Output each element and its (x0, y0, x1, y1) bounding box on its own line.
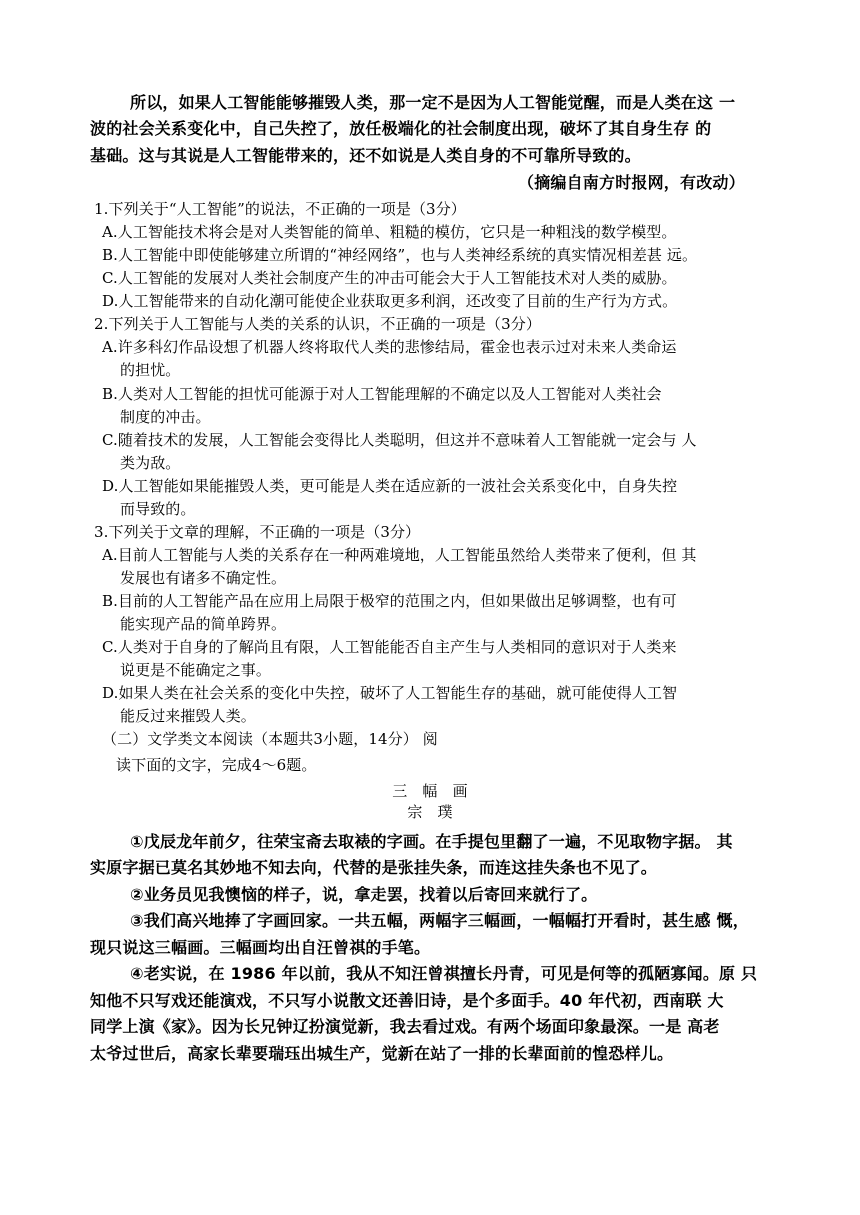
q2-option-b-cont: 制度的冲击。 (120, 408, 211, 426)
story-line: ③我们高兴地捧了字画回家。一共五幅，两幅字三幅画，一幅幅打开看时，甚生感 慨， (130, 911, 749, 930)
story-line: ②业务员见我懊恼的样子，说，拿走罢，找着以后寄回来就行了。 (130, 885, 598, 904)
story-author: 宗 璞 (407, 803, 453, 821)
q1-option-a: A.人工智能技术将会是对人类智能的简单、粗糙的模仿，它只是一种粗浅的数学模型。 (102, 223, 677, 241)
q1-option-c: C.人工智能的发展对人类社会制度产生的冲击可能会大于人工智能技术对人类的威胁。 (102, 269, 677, 287)
q2-option-a: A.许多科幻作品设想了机器人终将取代人类的悲惨结局，霍金也表示过对未来人类命运 (102, 338, 677, 356)
question-3-stem: 3.下列关于文章的理解，不正确的一项是（3分） (94, 523, 421, 541)
q1-option-d: D.人工智能带来的自动化潮可能使企业获取更多利润，还改变了目前的生产行为方式。 (102, 292, 678, 310)
q3-option-b: B.目前的人工智能产品在应用上局限于极窄的范围之内，但如果做出足够调整，也有可 (102, 592, 677, 610)
q2-option-c: C.随着技术的发展，人工智能会变得比人类聪明，但这并不意味着人工智能就一定会与 人 (102, 431, 697, 449)
q2-option-d-cont: 而导致的。 (120, 500, 196, 518)
intro-line: 波的社会关系变化中，自己失控了，放任极端化的社会制度出现，破坏了其自身生存 的 (90, 119, 712, 138)
q3-option-c-cont: 说更是不能确定之事。 (120, 661, 272, 679)
q2-option-a-cont: 的担忧。 (120, 361, 181, 379)
q3-option-b-cont: 能实现产品的简单跨界。 (120, 615, 287, 633)
question-1-stem: 1.下列关于“人工智能”的说法，不正确的一项是（3分） (94, 200, 466, 218)
q2-option-b: B.人类对人工智能的担忧可能源于对人工智能理解的不确定以及人工智能对人类社会 (102, 385, 662, 403)
story-line: 现只说这三幅画。三幅画均出自汪曾祺的手笔。 (90, 938, 431, 957)
intro-line: 所以，如果人工智能能够摧毁人类，那一定不是因为人工智能觉醒，而是人类在这 一 (130, 93, 736, 112)
q3-option-d-cont: 能反过来摧毁人类。 (120, 707, 256, 725)
q2-option-c-cont: 类为敌。 (120, 454, 181, 472)
story-line: 同学上演《家》。因为长兄钟辽扮演觉新，我去看过戏。有两个场面印象最深。一是 高老 (90, 1017, 720, 1036)
story-line: 实原字据已莫名其妙地不知去向，代替的是张挂失条，而连这挂失条也不见了。 (90, 858, 658, 877)
source-attribution: （摘编自南方时报网，有改动） (518, 173, 745, 192)
story-line: ①戊辰龙年前夕，往荣宝斋去取裱的字画。在手提包里翻了一遍，不见取物字据。 其 (130, 832, 733, 851)
q1-option-b: B.人工智能中即使能够建立所谓的“神经网络”，也与人类神经系统的真实情况相差甚 远。 (102, 246, 698, 264)
q3-option-d: D.如果人类在社会关系的变化中失控，破坏了人工智能生存的基础，就可能使得人工智 (102, 684, 678, 702)
story-line: 知他不只写戏还能演戏，不只写小说散文还善旧诗，是个多面手。40 年代初，西南联 大 (90, 991, 724, 1010)
section-instruction: 读下面的文字，完成4～6题。 (116, 756, 317, 774)
story-line: ④老实说，在 1986 年以前，我从不知汪曾祺擅长丹青，可见是何等的孤陋寡闻。原 只 (130, 964, 758, 983)
q3-option-a: A.目前人工智能与人类的关系存在一种两难境地，人工智能虽然给人类带来了便利，但 其 (102, 546, 697, 564)
story-title: 三 幅 画 (392, 782, 468, 800)
story-line: 太爷过世后，高家长辈要瑞珏出城生产，觉新在站了一排的长辈面前的惶恐样儿。 (90, 1044, 674, 1063)
q3-option-a-cont: 发展也有诸多不确定性。 (120, 569, 287, 587)
section-heading: （二）文学类文本阅读（本题共3小题，14分） 阅 (102, 730, 438, 748)
question-2-stem: 2.下列关于人工智能与人类的关系的认识，不正确的一项是（3分） (94, 315, 541, 333)
q2-option-d: D.人工智能如果能摧毁人类，更可能是人类在适应新的一波社会关系变化中，自身失控 (102, 477, 678, 495)
q3-option-c: C.人类对于自身的了解尚且有限，人工智能能否自主产生与人类相同的意识对于人类来 (102, 638, 677, 656)
intro-line: 基础。这与其说是人工智能带来的，还不如说是人类自身的不可靠所导致的。 (90, 146, 641, 165)
